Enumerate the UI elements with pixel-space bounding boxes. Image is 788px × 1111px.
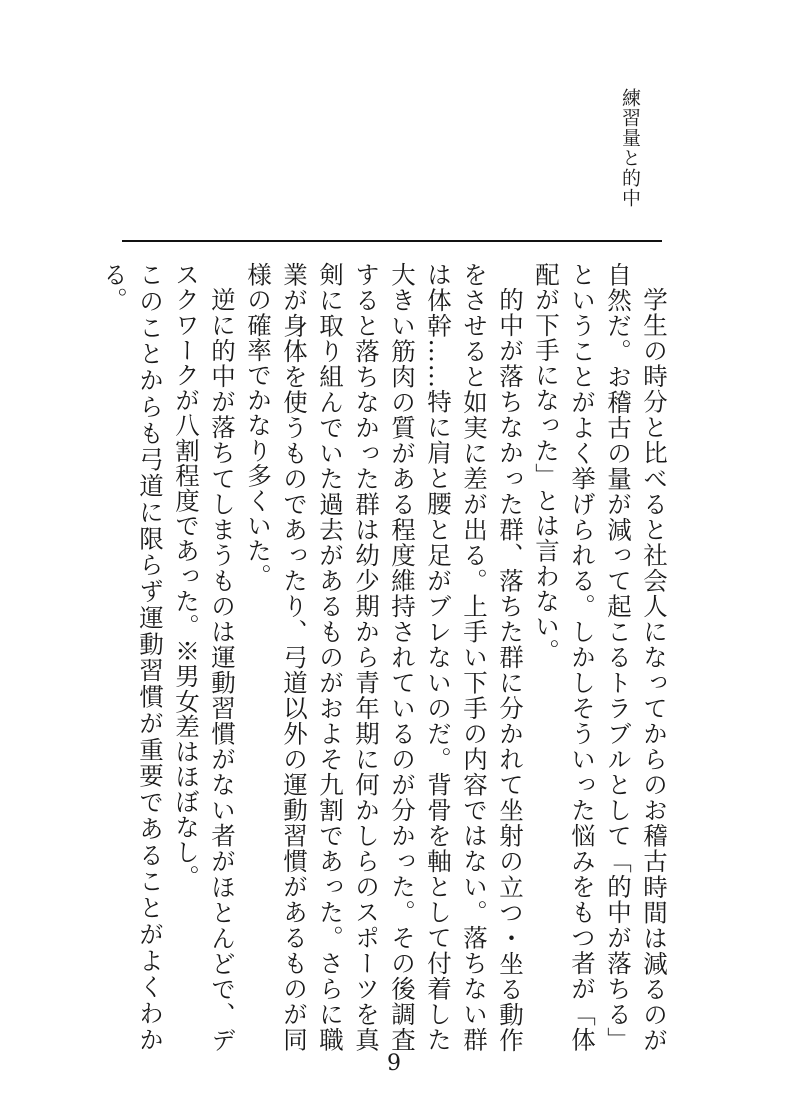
header-rule [122,240,662,242]
paragraph-1: 学生の時分と比べると社会人になってからのお稽古時間は減るのが自然だ。お稽古の量が減って起こるトラブルとして「的中が落ちる」ということがよく挙げられる。しかしそういった悩みをもつ者が「体配が下手になった」とは言わない。 [532,262,669,1052]
section-title: 練習量と的中 [619,88,641,208]
page-number: 9 [387,1051,401,1076]
paragraph-2: 的中が落ちなかった群、落ちた群に分かれて坐射の立つ・坐る動作をさせると如実に差が出る。上手い下手の内容ではない。落ちない群は体幹……特に肩と腰と足がブレないのだ。背骨を軸として付着した大きい筋肉の質がある程度維持されているのが分かった。その後調査すると落ちなかった群は幼少期から青年期に何かしらのスポーツを真剣に取り組んでいた過去があるものがおよそ九割であった。さらに職業が身体を使うものであったり、弓道以外の運動習慣があるものが同様の確率でかなり多くいた。 [244,262,525,1052]
closing-paragraph: このことからも弓道に限らず運動習慣が重要であることがよくわかる。 [100,262,165,1052]
paragraph-3: 逆に的中が落ちてしまうものは運動習慣がない者がほとんどで、デスクワークが八割程度であった。※男女差はほぼなし。 [172,262,237,1052]
body-text [100,262,672,1052]
